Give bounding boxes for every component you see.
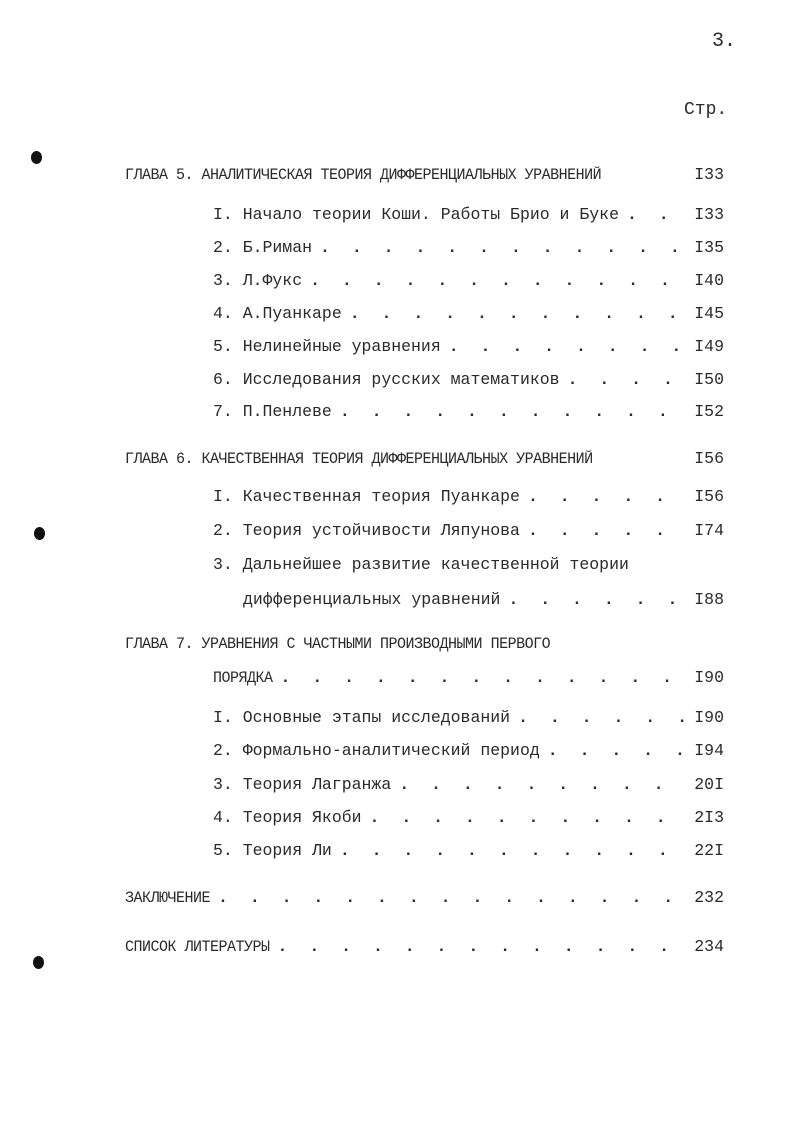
section-page: 22I (694, 841, 724, 860)
section-page: I94 (694, 741, 724, 760)
toc-conclusion (125, 888, 724, 907)
dot-leader (568, 370, 684, 389)
section-title: 2. Формально-аналитический период (213, 741, 540, 760)
section-title: 3. Л.Фукс (213, 271, 303, 290)
page-number: 3. (712, 30, 737, 53)
section-page: I50 (694, 370, 724, 389)
toc-chapter-6 (125, 449, 724, 468)
section-page: I52 (694, 402, 724, 421)
dot-leader (528, 521, 684, 540)
toc-section (213, 708, 724, 727)
toc-section (213, 741, 724, 760)
section-title-cont: дифференциальных уравнений (243, 590, 501, 609)
toc-section (213, 521, 724, 540)
chapter-page: I56 (694, 449, 724, 468)
section-page: I45 (694, 304, 724, 323)
dot-leader (340, 841, 684, 860)
chapter-page: I33 (694, 165, 724, 184)
dot-leader (627, 205, 684, 224)
toc-section (213, 487, 724, 506)
toc-section (213, 841, 724, 860)
section-page: I74 (694, 521, 724, 540)
section-page: I90 (694, 708, 724, 727)
toc-bibliography (125, 937, 724, 956)
toc-section (213, 555, 724, 574)
section-title: 3. Дальнейшее развитие качественной теории (213, 555, 629, 574)
dot-leader (340, 402, 684, 421)
section-title: 7. П.Пенлеве (213, 402, 332, 421)
dot-leader (528, 487, 684, 506)
section-title: 2. Теория устойчивости Ляпунова (213, 521, 520, 540)
bibliography-title: СПИСОК ЛИТЕРАТУРЫ (125, 938, 270, 957)
toc-section (213, 370, 724, 389)
dot-leader (320, 238, 684, 257)
dot-leader (518, 708, 684, 727)
conclusion-title: ЗАКЛЮЧЕНИЕ (125, 889, 211, 908)
chapter-page: I90 (694, 668, 724, 687)
dot-leader (350, 304, 684, 323)
toc-section (213, 238, 724, 257)
dot-leader (278, 937, 684, 956)
section-title: I. Качественная теория Пуанкаре (213, 487, 520, 506)
dot-leader (370, 808, 684, 827)
section-page: I88 (694, 590, 724, 609)
section-title: 6. Исследования русских математиков (213, 370, 560, 389)
toc-section (213, 271, 724, 290)
dot-leader (508, 590, 684, 609)
toc-section (213, 808, 724, 827)
toc-chapter-7 (125, 636, 724, 653)
section-title: I. Начало теории Коши. Работы Брио и Буке (213, 205, 619, 224)
section-page: 2I3 (694, 808, 724, 827)
binding-hole-mark (33, 956, 44, 969)
section-title: 4. Теория Якоби (213, 808, 362, 827)
toc-section (213, 775, 724, 794)
conclusion-page: 232 (694, 888, 724, 907)
page-column-header: Стр. (684, 100, 728, 120)
dot-leader (310, 271, 684, 290)
dot-leader (218, 888, 684, 907)
toc-section (213, 304, 724, 323)
toc-section (213, 402, 724, 421)
toc-section (213, 205, 724, 224)
toc-section-continuation (243, 590, 724, 609)
section-page: I33 (694, 205, 724, 224)
chapter-title-cont: ПОРЯДКА (213, 669, 273, 688)
section-page: I35 (694, 238, 724, 257)
section-title: 2. Б.Риман (213, 238, 313, 257)
section-title: 5. Теория Ли (213, 841, 332, 860)
toc-section (213, 337, 724, 356)
chapter-title: ГЛАВА 6. КАЧЕСТВЕННАЯ ТЕОРИЯ ДИФФЕРЕНЦИАЛЬНЫХ УРАВНЕНИЙ (125, 450, 593, 469)
toc-chapter-5 (125, 165, 724, 184)
section-page: I49 (694, 337, 724, 356)
chapter-title: ГЛАВА 7. УРАВНЕНИЯ С ЧАСТНЫМИ ПРОИЗВОДНЫМИ ПЕРВОГО (125, 635, 551, 654)
section-page: 20I (694, 775, 724, 794)
binding-hole-mark (34, 527, 45, 540)
section-title: 4. А.Пуанкаре (213, 304, 342, 323)
dot-leader (281, 668, 684, 687)
binding-hole-mark (31, 151, 42, 164)
dot-leader (399, 775, 684, 794)
dot-leader (548, 741, 684, 760)
section-page: I40 (694, 271, 724, 290)
section-title: 5. Нелинейные уравнения (213, 337, 441, 356)
chapter-title: ГЛАВА 5. АНАЛИТИЧЕСКАЯ ТЕОРИЯ ДИФФЕРЕНЦИАЛЬНЫХ УРАВНЕНИЙ (125, 166, 602, 185)
section-title: I. Основные этапы исследований (213, 708, 511, 727)
bibliography-page: 234 (694, 937, 724, 956)
dot-leader (449, 337, 684, 356)
section-page: I56 (694, 487, 724, 506)
toc-chapter-continuation (213, 668, 724, 687)
section-title: 3. Теория Лагранжа (213, 775, 392, 794)
